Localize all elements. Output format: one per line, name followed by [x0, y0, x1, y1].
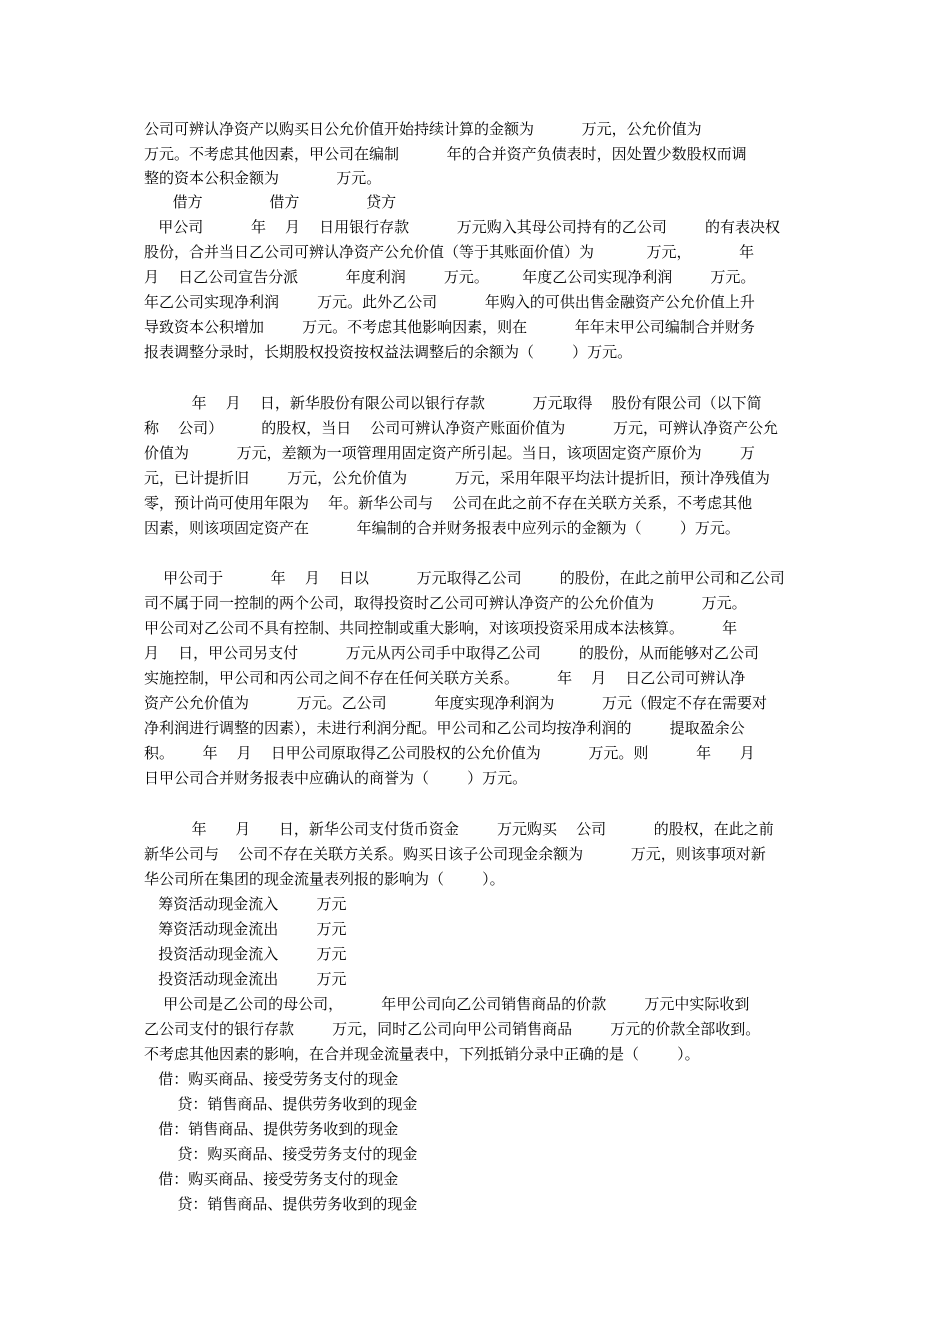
option-line: 贷：购买商品、接受劳务支付的现金 — [144, 1145, 418, 1163]
text-line: 年 月 日，新华股份有限公司以银行存款 万元取得 股份有限公司（以下简 — [144, 394, 762, 412]
text-line: 零，预计尚可使用年限为 年。新华公司与 公司在此之前不存在关联方关系，不考虑其他 — [144, 494, 753, 512]
text-line: 实施控制，甲公司和丙公司之间不存在任何关联方关系。 年 月 日乙公司可辨认净 — [144, 669, 746, 687]
text-line: 积。 年 月 日甲公司原取得乙公司股权的公允价值为 万元。则 年 月 — [144, 744, 755, 762]
option-line: 贷：销售商品、提供劳务收到的现金 — [144, 1195, 418, 1213]
option-line: 借：购买商品、接受劳务支付的现金 — [144, 1070, 399, 1088]
text-line: 甲公司是乙公司的母公司， 年甲公司向乙公司销售商品的价款 万元中实际收到 — [144, 995, 750, 1013]
text-line: 甲公司 年 月 日用银行存款 万元购入其母公司持有的乙公司 的有表决权 — [144, 218, 780, 236]
text-line: 元，已计提折旧 万元，公允价值为 万元，采用年限平均法计提折旧，预计净残值为 — [144, 469, 770, 487]
text-line: 称 公司） 的股权，当日 公司可辨认净资产账面价值为 万元，可辨认净资产公允 — [144, 419, 778, 437]
option-line: 借：购买商品、接受劳务支付的现金 — [144, 1170, 399, 1188]
text-line: 甲公司对乙公司不具有控制、共同控制或重大影响，对该项投资采用成本法核算。 年 — [144, 619, 738, 637]
option-line: 投资活动现金流入 万元 — [144, 945, 347, 963]
text-line: 不考虑其他因素的影响，在合并现金流量表中，下列抵销分录中正确的是（ ）。 — [144, 1045, 700, 1063]
text-line: 月 日，甲公司另支付 万元从丙公司手中取得乙公司 的股份，从而能够对乙公司 — [144, 644, 759, 662]
text-line: 借方 借方 贷方 — [144, 193, 397, 211]
option-line: 投资活动现金流出 万元 — [144, 970, 347, 988]
text-line: 司不属于同一控制的两个公司，取得投资时乙公司可辨认净资产的公允价值为 万元。 — [144, 594, 747, 612]
text-line: 年乙公司实现净利润 万元。此外乙公司 年购入的可供出售金融资产公允价值上升 — [144, 293, 755, 311]
option-line: 贷：销售商品、提供劳务收到的现金 — [144, 1095, 418, 1113]
text-line: 股份，合并当日乙公司可辨认净资产公允价值（等于其账面价值）为 万元， 年 — [144, 243, 755, 261]
text-line: 净利润进行调整的因素），未进行利润分配。甲公司和乙公司均按净利润的 提取盈余公 — [144, 719, 745, 737]
text-line: 导致资本公积增加 万元。不考虑其他影响因素，则在 年年末甲公司编制合并财务 — [144, 318, 755, 336]
text-line: 日甲公司合并财务报表中应确认的商誉为（ ）万元。 — [144, 769, 528, 787]
text-line: 乙公司支付的银行存款 万元，同时乙公司向甲公司销售商品 万元的价款全部收到。 — [144, 1020, 761, 1038]
text-line: 因素，则该项固定资产在 年编制的合并财务报表中应列示的金额为（ ）万元。 — [144, 519, 740, 537]
option-line: 筹资活动现金流出 万元 — [144, 920, 347, 938]
option-line: 借：销售商品、提供劳务收到的现金 — [144, 1120, 399, 1138]
text-line: 年 月 日，新华公司支付货币资金 万元购买 公司 的股权，在此之前 — [144, 820, 774, 838]
text-line: 整的资本公积金额为 万元。 — [144, 169, 382, 187]
text-line: 公司可辨认净资产以购买日公允价值开始持续计算的金额为 万元，公允价值为 — [144, 120, 702, 138]
text-line: 新华公司与 公司不存在关联方关系。购买日该子公司现金余额为 万元，则该事项对新 — [144, 845, 766, 863]
text-line: 万元。不考虑其他因素，甲公司在编制 年的合并资产负债表时，因处置少数股权而调 — [144, 145, 747, 163]
text-line: 价值为 万元，差额为一项管理用固定资产所引起。当日，该项固定资产原价为 万 — [144, 444, 755, 462]
text-line: 资产公允价值为 万元。乙公司 年度实现净利润为 万元（假定不存在需要对 — [144, 694, 768, 712]
text-line: 甲公司于 年 月 日以 万元取得乙公司 的股份，在此之前甲公司和乙公司 — [144, 569, 785, 587]
text-line: 华公司所在集团的现金流量表列报的影响为（ ）。 — [144, 870, 505, 888]
text-line: 月 日乙公司宣告分派 年度利润 万元。 年度乙公司实现净利润 万元。 — [144, 268, 756, 286]
text-line: 报表调整分录时，长期股权投资按权益法调整后的余额为（ ）万元。 — [144, 343, 633, 361]
option-line: 筹资活动现金流入 万元 — [144, 895, 347, 913]
